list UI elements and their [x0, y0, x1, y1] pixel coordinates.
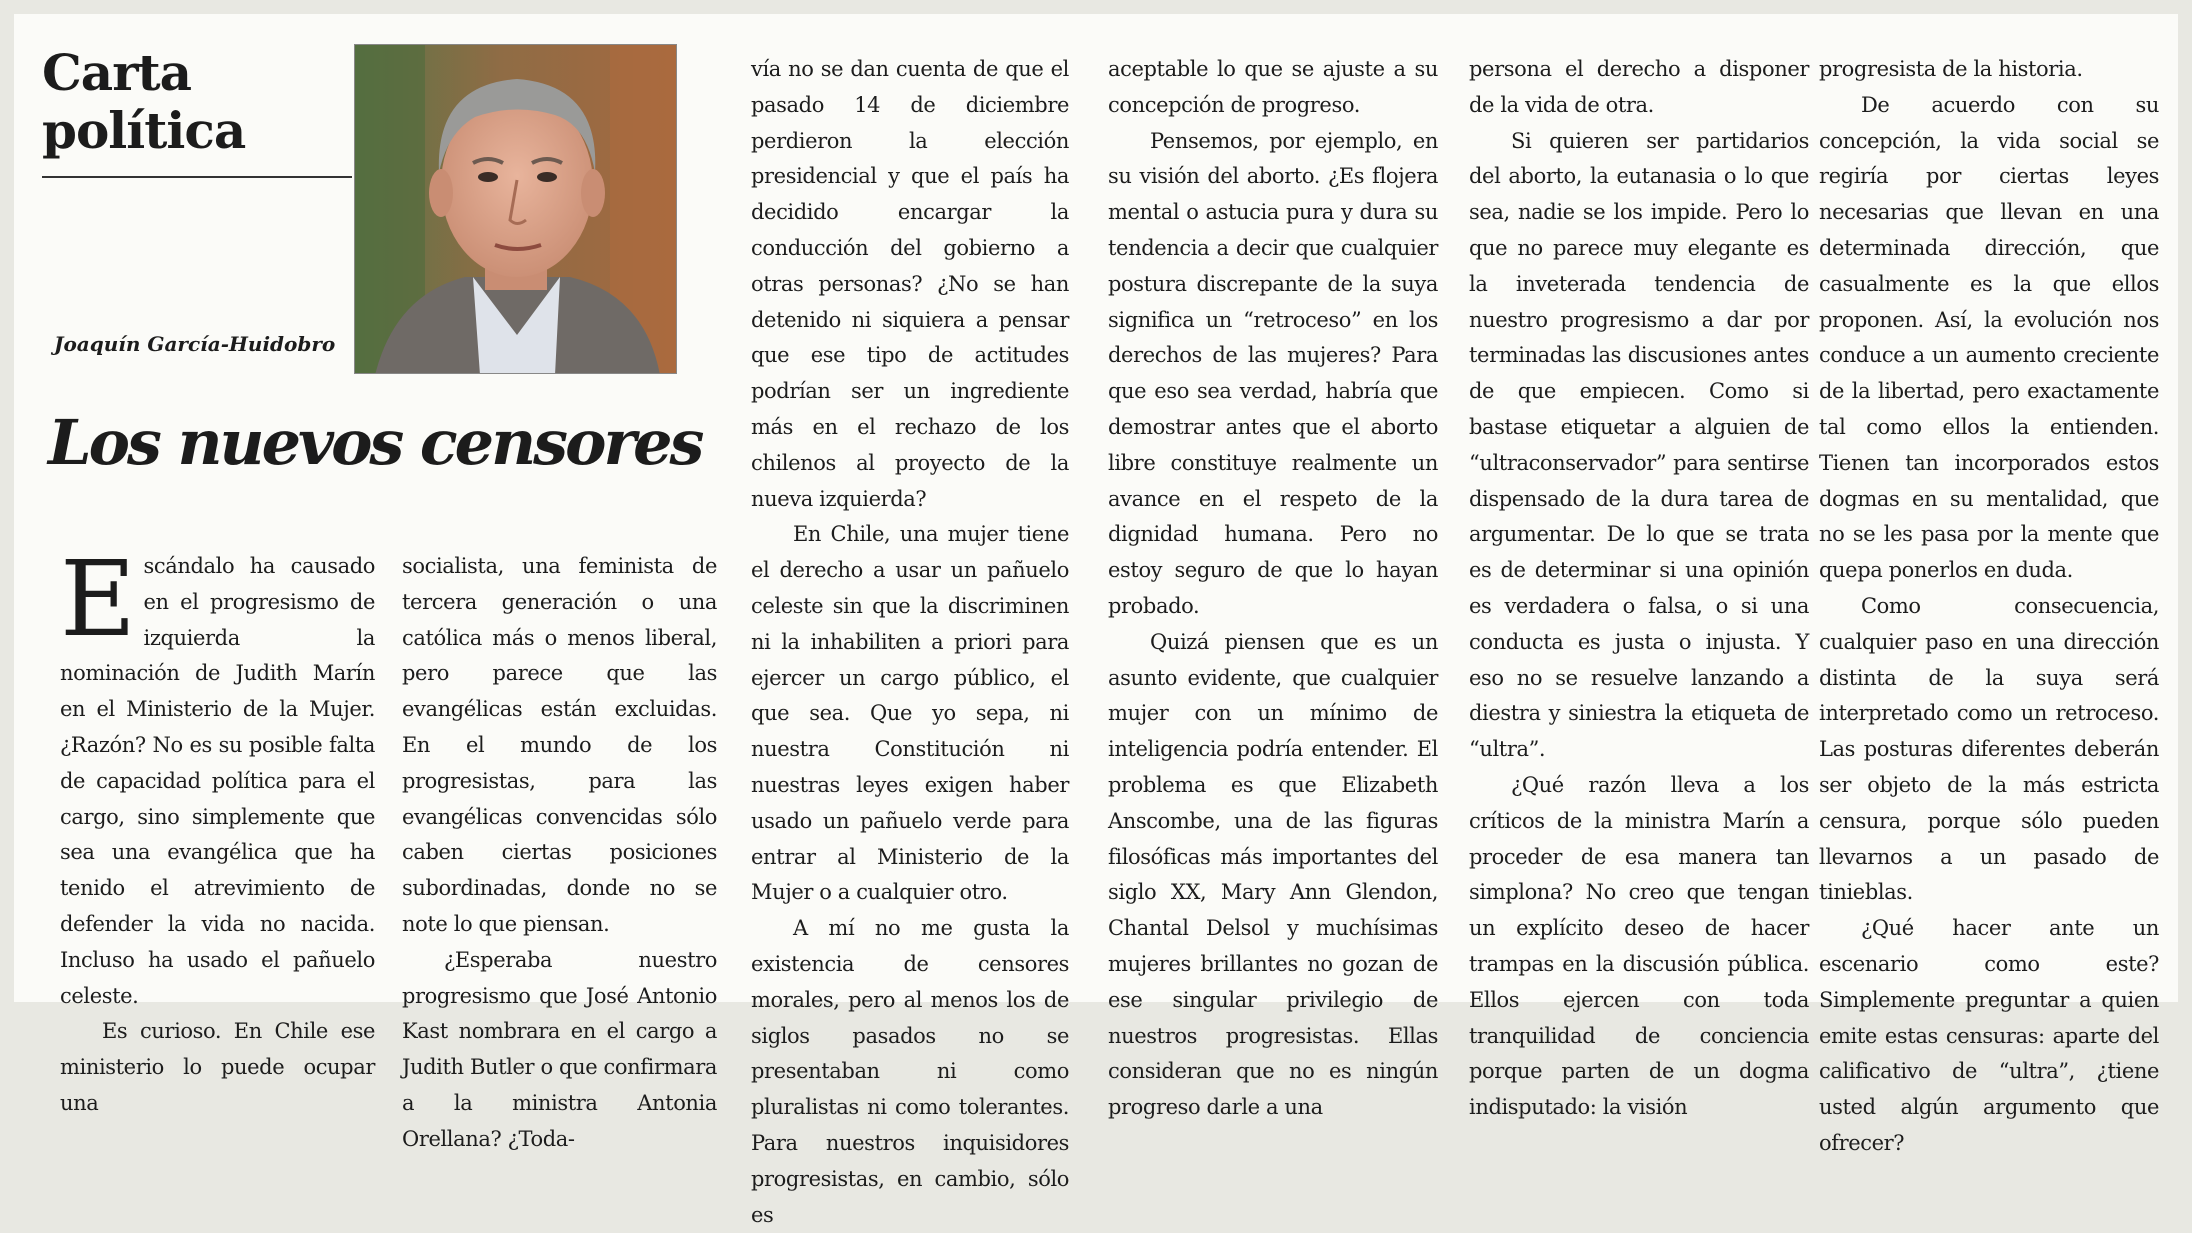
article-column-6	[1819, 52, 2159, 1162]
author-portrait	[354, 44, 677, 374]
author-byline: Joaquín García-Huidobro	[54, 332, 336, 356]
article-column-1	[60, 538, 375, 1122]
section-title-line2: política	[42, 101, 246, 160]
paragraph: aceptable lo que se ajuste a su concepción de progreso.	[1108, 57, 1438, 117]
paragraph: socialista, una feminista de tercera generación o una católica más o menos liberal, pero parece que las evangélicas están excluidas. En el mundo de los progresistas, para las evangélicas convencidas sólo caben ciertas posiciones subordinadas, donde no se note lo que piensan.	[402, 554, 717, 936]
article-headline: Los nuevos censores	[48, 406, 702, 479]
article-column-2	[402, 549, 717, 1158]
paragraph: A mí no me gusta la existencia de censores morales, pero al menos los de siglos pasados no se presentaban ni como pluralistas ni como tolerantes. Para nuestros inquisidores progresistas, en cambio, sólo es	[751, 916, 1069, 1227]
paragraph: progresista de la historia.	[1819, 57, 2083, 81]
paragraph: ¿Qué hacer ante un escenario como este? Simplemente preguntar a quien emite estas censuras: aparte del calificativo de “ultra”, ¿tiene usted algún argumento que ofrecer?	[1819, 916, 2159, 1155]
article-column-4	[1108, 52, 1438, 1126]
paragraph: De acuerdo con su concepción, la vida social se regiría por ciertas leyes necesarias que llevan en una determinada dirección, que casualmente es la que ellos proponen. Así, la evolución nos conduce a un aumento creciente de la libertad, pero exactamente tal como ellos la entienden. Tienen tan incorporados estos dogmas en su mentalidad, que no se les pasa por la mente que quepa ponerlos en duda.	[1819, 92, 2159, 583]
paragraph: Como consecuencia, cualquier paso en una dirección distinta de la suya será interpretado como un retroceso. Las posturas diferentes deberán ser objeto de la más estricta censura, porque sólo pueden llevarnos a un pasado de tinieblas.	[1819, 593, 2159, 905]
article-column-3	[751, 52, 1069, 1233]
article-column-5	[1469, 52, 1809, 1126]
paragraph: Pensemos, por ejemplo, en su visión del aborto. ¿Es flojera mental o astucia pura y dura su tendencia a decir que cualquier postura discrepante de la suya significa un “retroceso” en los derechos de las mujeres? Para que eso sea verdad, habría que demostrar antes que el aborto libre constituye realmente un avance en el respeto de la dignidad humana. Pero no estoy seguro de que lo hayan probado.	[1108, 128, 1438, 618]
paragraph: Es curioso. En Chile ese ministerio lo puede ocupar una	[60, 1019, 375, 1115]
section-rule	[42, 176, 352, 178]
paragraph: Quizá piensen que es un asunto evidente, que cualquier mujer con un mínimo de inteligencia podría entender. El problema es que Elizabeth Anscombe, una de las figuras filosóficas más importantes del siglo XX, Mary Ann Glendon, Chantal Delsol y muchísimas mujeres brillantes no gozan de ese singular privilegio de nuestros progresistas. Ellas consideran que no es ningún progreso darle a una	[1108, 629, 1438, 1120]
paragraph: ¿Qué razón lleva a los críticos de la ministra Marín a proceder de esa manera tan simplona? No creo que tengan un explícito deseo de hacer trampas en la discusión pública. Ellos ejercen con toda tranquilidad de conciencia porque parten de un dogma indisputado: la visión	[1469, 772, 1809, 1120]
paragraph: persona el derecho a disponer de la vida de otra.	[1469, 57, 1809, 117]
section-title-line1: Carta	[42, 43, 192, 102]
section-title	[42, 44, 342, 160]
paragraph: Escándalo ha causado en el progresismo de izquierda la nominación de Judith Marín en el Ministerio de la Mujer. ¿Razón? No es su posible falta de capacidad política para el cargo, sino simplemente que sea una evangélica que ha tenido el atrevimiento de defender la vida no nacida. Incluso ha usado el pañuelo celeste.	[60, 538, 375, 1008]
paragraph: ¿Esperaba nuestro progresismo que José Antonio Kast nombrara en el cargo a Judith Butler o que confirmara a la ministra Antonia Orellana? ¿Toda-	[402, 947, 717, 1151]
drop-cap: E	[60, 538, 136, 660]
paragraph: vía no se dan cuenta de que el pasado 14 de diciembre perdieron la elección presidencial y que el país ha decidido encargar la conducción del gobierno a otras personas? ¿No se han detenido ni siquiera a pensar que ese tipo de actitudes podrían ser un ingrediente más en el rechazo de los chilenos al proyecto de la nueva izquierda?	[751, 57, 1069, 511]
paragraph: En Chile, una mujer tiene el derecho a usar un pañuelo celeste sin que la discriminen ni la inhabiliten a priori para ejercer un cargo público, el que sea. Que yo sepa, ni nuestra Constitución ni nuestras leyes exigen haber usado un pañuelo verde para entrar al Ministerio de la Mujer o a cualquier otro.	[751, 522, 1069, 905]
paragraph: Si quieren ser partidarios del aborto, la eutanasia o lo que sea, nadie se los impide. Pero lo que no parece muy elegante es la inveterada tendencia de nuestro progresismo a dar por terminadas las discusiones antes de que empiecen. Como si bastase etiquetar a alguien de “ultraconservador” para sentirse dispensado de la dura tarea de argumentar. De lo que se trata es de determinar si una opinión es verdadera o falsa, o si una conducta es justa o injusta. Y eso no se resuelve lanzando a diestra y siniestra la etiqueta de “ultra”.	[1469, 128, 1809, 762]
newspaper-page	[14, 14, 2178, 1227]
